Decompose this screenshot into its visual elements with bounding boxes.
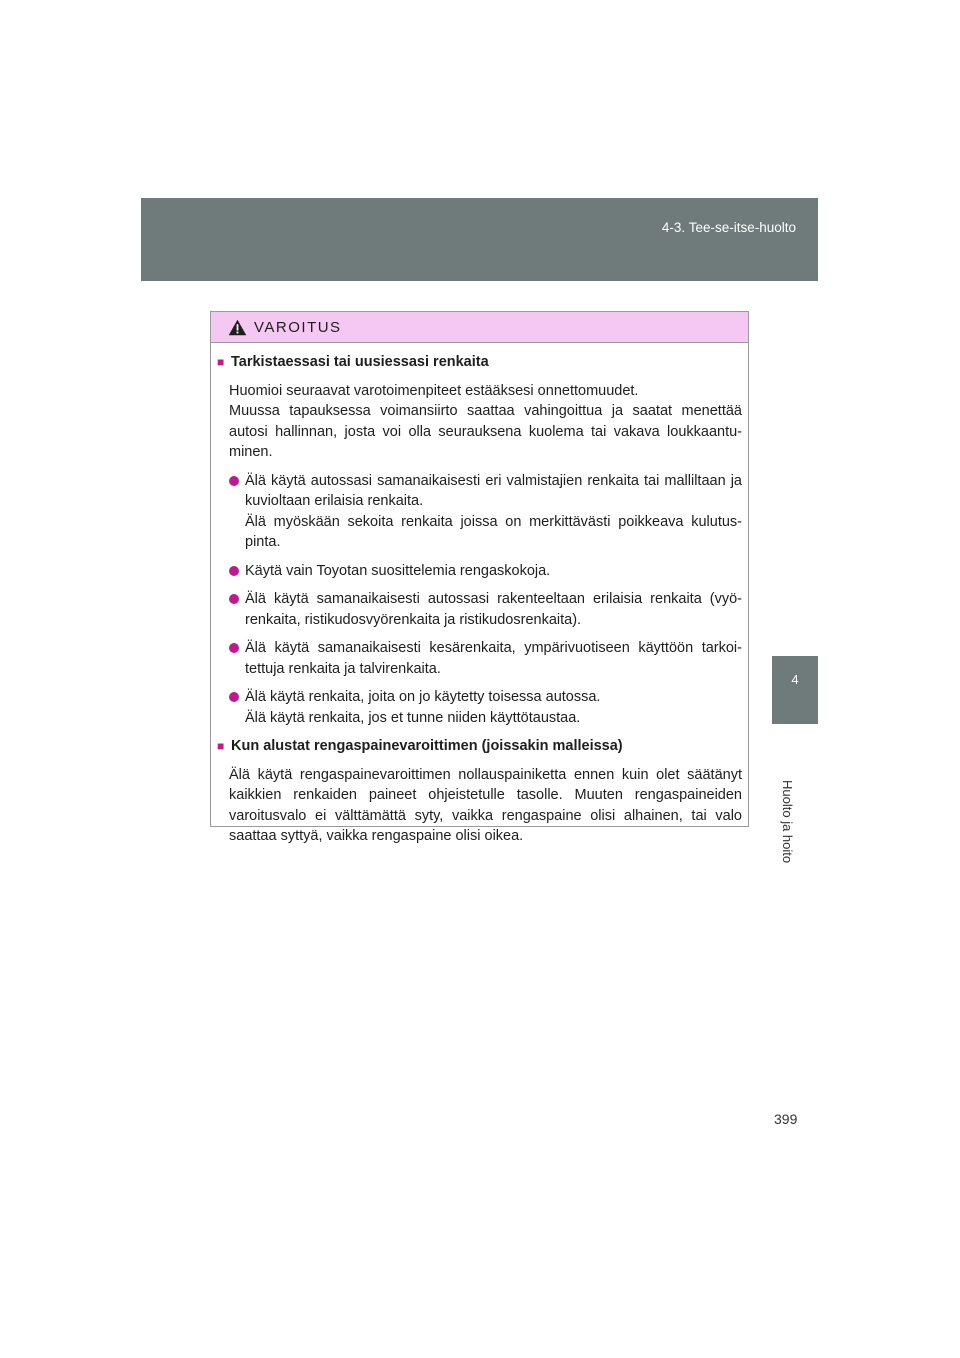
chapter-label: Huolto ja hoito	[780, 780, 795, 864]
bullet-item	[217, 561, 742, 582]
section-title: 4-3. Tee-se-itse-huolto	[661, 220, 796, 235]
bullet-text: Älä käytä samanaikaisesti kesärenkaita, ympärivuotiseen käyttöön tarkoi-tettuja renkaita ja talvirenkaita.	[245, 640, 742, 677]
intro-line: Muussa tapauksessa voimansiirto saattaa vahingoittua ja saatat menettää autosi hallinnan, josta voi olla seurauksena kuolema tai vakava loukkaantu-minen.	[229, 403, 742, 460]
section-heading-text: Kun alustat rengaspainevaroittimen (joissakin malleissa)	[231, 738, 623, 754]
bullet-text: Käytä vain Toyotan suosittelemia rengaskokoja.	[245, 562, 551, 579]
section-heading	[217, 736, 742, 757]
intro-line: Huomioi seuraavat varotoimenpiteet estääksesi onnettomuudet.	[229, 382, 639, 399]
bullet-dot-icon	[229, 566, 239, 576]
warning-body	[211, 343, 748, 847]
section-text: Älä käytä rengaspainevaroittimen nollauspainiketta ennen kuin olet säätänyt kaikkien renkaiden paineet ohjeistetulle tasolle. Muuten rengaspaineiden varoitusvalo ei välttämättä syty, vaikka rengaspaine olisi alhainen, tai valo saattaa syttyä, vaikka rengaspaine olisi oikea.	[229, 766, 742, 844]
bullet-item	[217, 638, 742, 679]
bullet-text: Älä käytä autossasi samanaikaisesti eri valmistajien renkaita tai malliltaan ja kuvioltaan erilaisia renkaita.	[245, 472, 742, 509]
page-number: 399	[774, 1111, 798, 1127]
chapter-number: 4	[791, 672, 799, 687]
bullet-item	[217, 471, 742, 553]
warning-header	[211, 312, 748, 343]
bullet-text: Älä käytä renkaita, joita on jo käytetty toisessa autossa.	[245, 689, 601, 705]
bullet-text: Älä myöskään sekoita renkaita joissa on merkittävästi poikkeava kulutus-pinta.	[245, 513, 742, 550]
square-bullet-icon: ■	[217, 355, 225, 369]
warning-title: VAROITUS	[254, 318, 342, 336]
section-intro	[217, 381, 742, 463]
section-heading	[217, 352, 742, 373]
bullet-dot-icon	[229, 594, 239, 604]
chapter-header-bar	[141, 198, 818, 281]
section-heading-text: Tarkistaessasi tai uusiessasi renkaita	[231, 354, 489, 370]
bullet-item	[217, 687, 742, 728]
warning-triangle-icon	[228, 319, 247, 336]
warning-box	[210, 311, 749, 844]
square-bullet-icon: ■	[217, 739, 225, 753]
bullet-dot-icon	[229, 476, 239, 486]
bullet-text: Älä käytä samanaikaisesti autossasi rakenteeltaan erilaisia renkaita (vyö-renkaita, ristikudosvyörenkaita ja ristikudosrenkaita).	[245, 591, 742, 628]
bullet-dot-icon	[229, 692, 239, 702]
chapter-tab	[772, 656, 818, 724]
bullet-dot-icon	[229, 643, 239, 653]
bullet-text: Älä käytä renkaita, jos et tunne niiden käyttötaustaa.	[245, 709, 581, 726]
bullet-item	[217, 589, 742, 630]
